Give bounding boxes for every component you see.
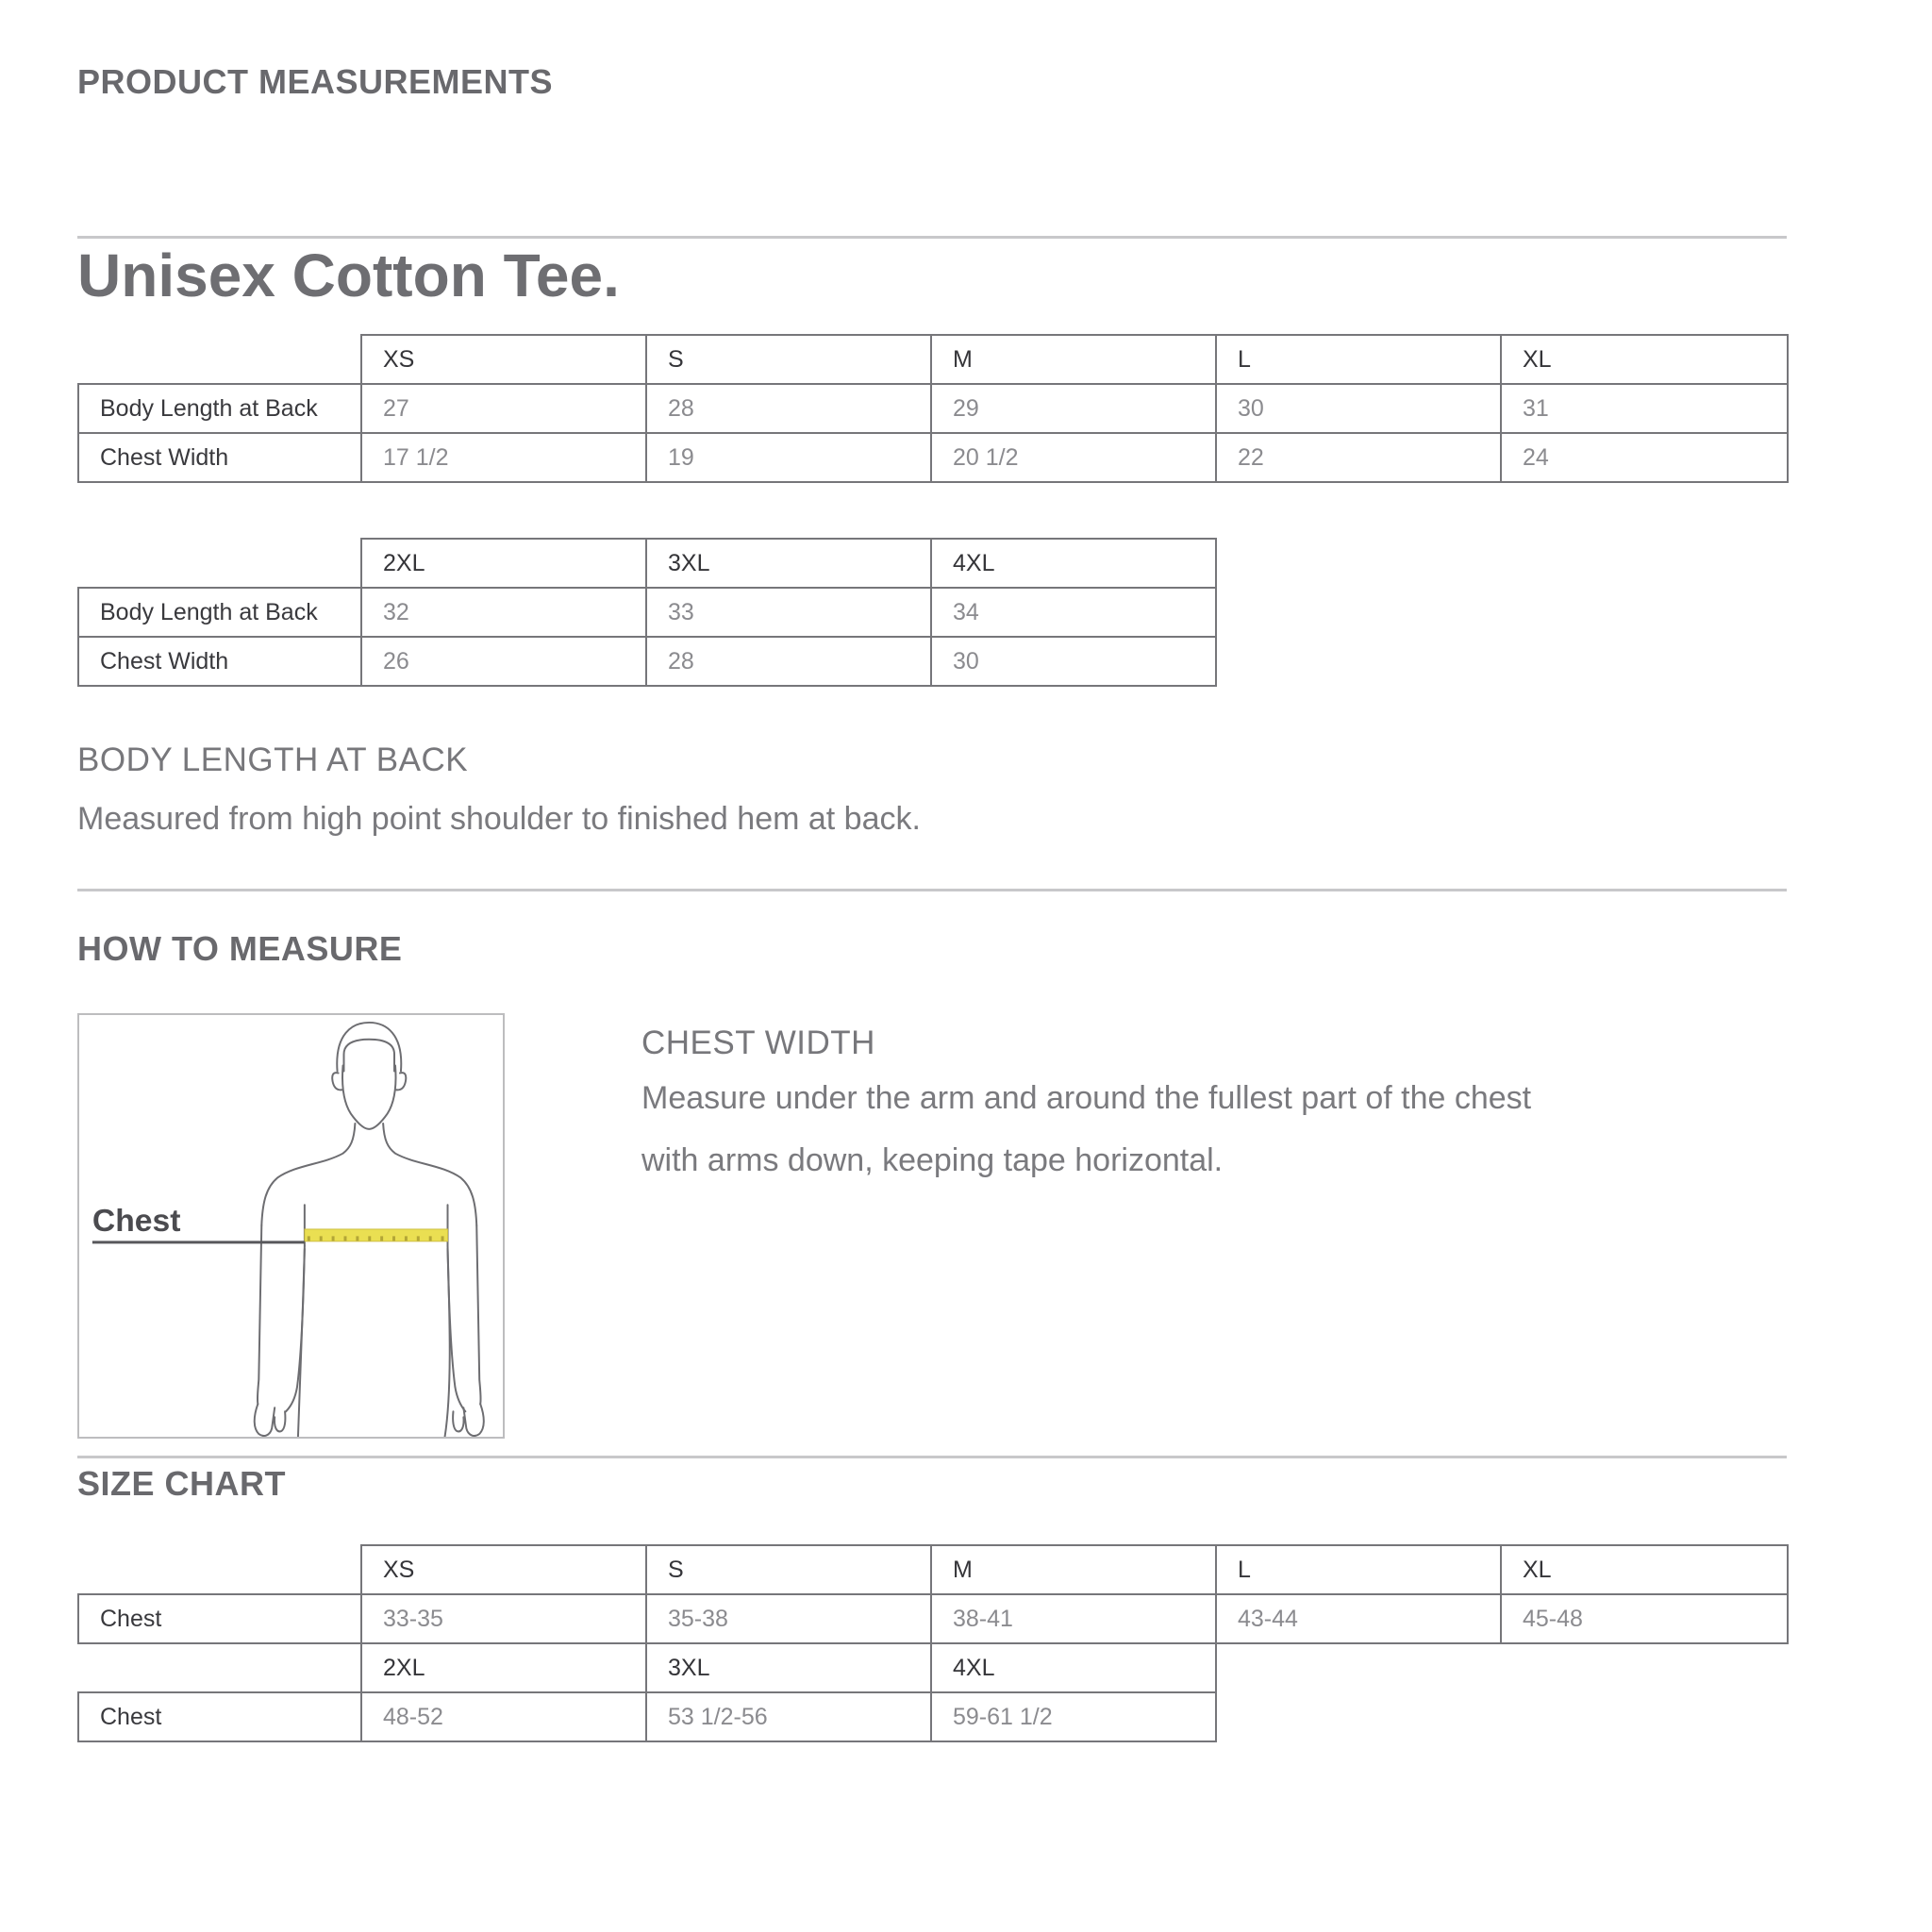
corner-cell bbox=[78, 1643, 361, 1692]
column-header-cell: 4XL bbox=[931, 1643, 1216, 1692]
value-cell: 19 bbox=[646, 433, 931, 482]
right-shoulder bbox=[383, 1124, 476, 1225]
right-hand bbox=[463, 1404, 483, 1436]
column-header-cell: XS bbox=[361, 1545, 646, 1594]
section-title-how-to-measure: HOW TO MEASURE bbox=[77, 929, 403, 968]
size-chart-table bbox=[77, 1544, 1789, 1742]
value-cell: 17 1/2 bbox=[361, 433, 646, 482]
value-cell: 34 bbox=[931, 588, 1216, 637]
table-header-row bbox=[78, 539, 1216, 588]
column-header-cell: M bbox=[931, 1545, 1216, 1594]
table-row bbox=[78, 1594, 1788, 1643]
right-ear bbox=[396, 1073, 406, 1090]
left-shoulder bbox=[261, 1124, 355, 1225]
divider-bottom bbox=[77, 1456, 1787, 1458]
divider-top bbox=[77, 236, 1787, 239]
right-fingers bbox=[453, 1411, 463, 1431]
empty-cell bbox=[1216, 1643, 1501, 1692]
value-cell: 53 1/2-56 bbox=[646, 1692, 931, 1741]
column-header-cell: L bbox=[1216, 335, 1501, 384]
column-header-cell: 3XL bbox=[646, 1643, 931, 1692]
column-header-cell: S bbox=[646, 335, 931, 384]
value-cell: 45-48 bbox=[1501, 1594, 1788, 1643]
table-row bbox=[78, 1692, 1788, 1741]
value-cell: 22 bbox=[1216, 433, 1501, 482]
left-ear bbox=[332, 1073, 341, 1090]
table-row bbox=[78, 433, 1788, 482]
hairline bbox=[343, 1040, 394, 1072]
value-cell: 26 bbox=[361, 637, 646, 686]
measuring-tape bbox=[305, 1229, 448, 1241]
corner-cell bbox=[78, 539, 361, 588]
chest-label: Chest bbox=[92, 1203, 181, 1239]
table-header-row bbox=[78, 1643, 1788, 1692]
column-header-cell: 2XL bbox=[361, 539, 646, 588]
chest-width-heading: CHEST WIDTH bbox=[641, 1024, 875, 1061]
column-header-cell: 4XL bbox=[931, 539, 1216, 588]
value-cell: 35-38 bbox=[646, 1594, 931, 1643]
column-header-cell: XS bbox=[361, 335, 646, 384]
column-header-cell: 3XL bbox=[646, 539, 931, 588]
value-cell: 30 bbox=[1216, 384, 1501, 433]
corner-cell bbox=[78, 335, 361, 384]
section-title-product-measurements: PRODUCT MEASUREMENTS bbox=[77, 62, 554, 101]
chest-width-instructions bbox=[641, 1067, 1679, 1191]
table-row bbox=[78, 588, 1216, 637]
body-length-heading: BODY LENGTH AT BACK bbox=[77, 741, 469, 778]
measurement-diagram bbox=[77, 1013, 505, 1439]
value-cell: 38-41 bbox=[931, 1594, 1216, 1643]
row-label-cell: Chest Width bbox=[78, 637, 361, 686]
table-header-row bbox=[78, 335, 1788, 384]
product-title: Unisex Cotton Tee. bbox=[77, 242, 620, 309]
column-header-cell: 2XL bbox=[361, 1643, 646, 1692]
value-cell: 28 bbox=[646, 637, 931, 686]
row-label-cell: Chest Width bbox=[78, 433, 361, 482]
value-cell: 43-44 bbox=[1216, 1594, 1501, 1643]
measurements-table-extended bbox=[77, 538, 1217, 687]
instruction-line: with arms down, keeping tape horizontal. bbox=[641, 1142, 1224, 1178]
value-cell: 59-61 1/2 bbox=[931, 1692, 1216, 1741]
torso-right-edge bbox=[445, 1249, 450, 1437]
right-arm-outer bbox=[476, 1225, 480, 1404]
body-outline-illustration bbox=[79, 1015, 503, 1437]
left-hand bbox=[255, 1404, 275, 1436]
divider-middle bbox=[77, 889, 1787, 891]
row-label-cell: Body Length at Back bbox=[78, 588, 361, 637]
value-cell: 31 bbox=[1501, 384, 1788, 433]
column-header-cell: S bbox=[646, 1545, 931, 1594]
value-cell: 28 bbox=[646, 384, 931, 433]
value-cell: 20 1/2 bbox=[931, 433, 1216, 482]
empty-cell bbox=[1501, 1643, 1788, 1692]
instruction-line: Measure under the arm and around the fullest part of the chest bbox=[641, 1080, 1532, 1116]
value-cell: 27 bbox=[361, 384, 646, 433]
value-cell: 32 bbox=[361, 588, 646, 637]
row-label-cell: Body Length at Back bbox=[78, 384, 361, 433]
measurements-table-main bbox=[77, 334, 1789, 483]
column-header-cell: M bbox=[931, 335, 1216, 384]
value-cell: 30 bbox=[931, 637, 1216, 686]
empty-cell bbox=[1216, 1692, 1501, 1741]
table-row bbox=[78, 384, 1788, 433]
value-cell: 48-52 bbox=[361, 1692, 646, 1741]
left-arm-outer bbox=[258, 1225, 261, 1404]
row-label-cell: Chest bbox=[78, 1692, 361, 1741]
table-row bbox=[78, 637, 1216, 686]
empty-cell bbox=[1501, 1692, 1788, 1741]
column-header-cell: XL bbox=[1501, 335, 1788, 384]
table-header-row bbox=[78, 1545, 1788, 1594]
torso-left-edge bbox=[298, 1249, 305, 1437]
value-cell: 33 bbox=[646, 588, 931, 637]
value-cell: 29 bbox=[931, 384, 1216, 433]
value-cell: 24 bbox=[1501, 433, 1788, 482]
body-length-description: Measured from high point shoulder to finished hem at back. bbox=[77, 801, 921, 837]
face-outline bbox=[342, 1066, 396, 1129]
row-label-cell: Chest bbox=[78, 1594, 361, 1643]
column-header-cell: L bbox=[1216, 1545, 1501, 1594]
section-title-size-chart: SIZE CHART bbox=[77, 1464, 286, 1503]
left-fingers bbox=[275, 1411, 285, 1431]
column-header-cell: XL bbox=[1501, 1545, 1788, 1594]
corner-cell bbox=[78, 1545, 361, 1594]
value-cell: 33-35 bbox=[361, 1594, 646, 1643]
